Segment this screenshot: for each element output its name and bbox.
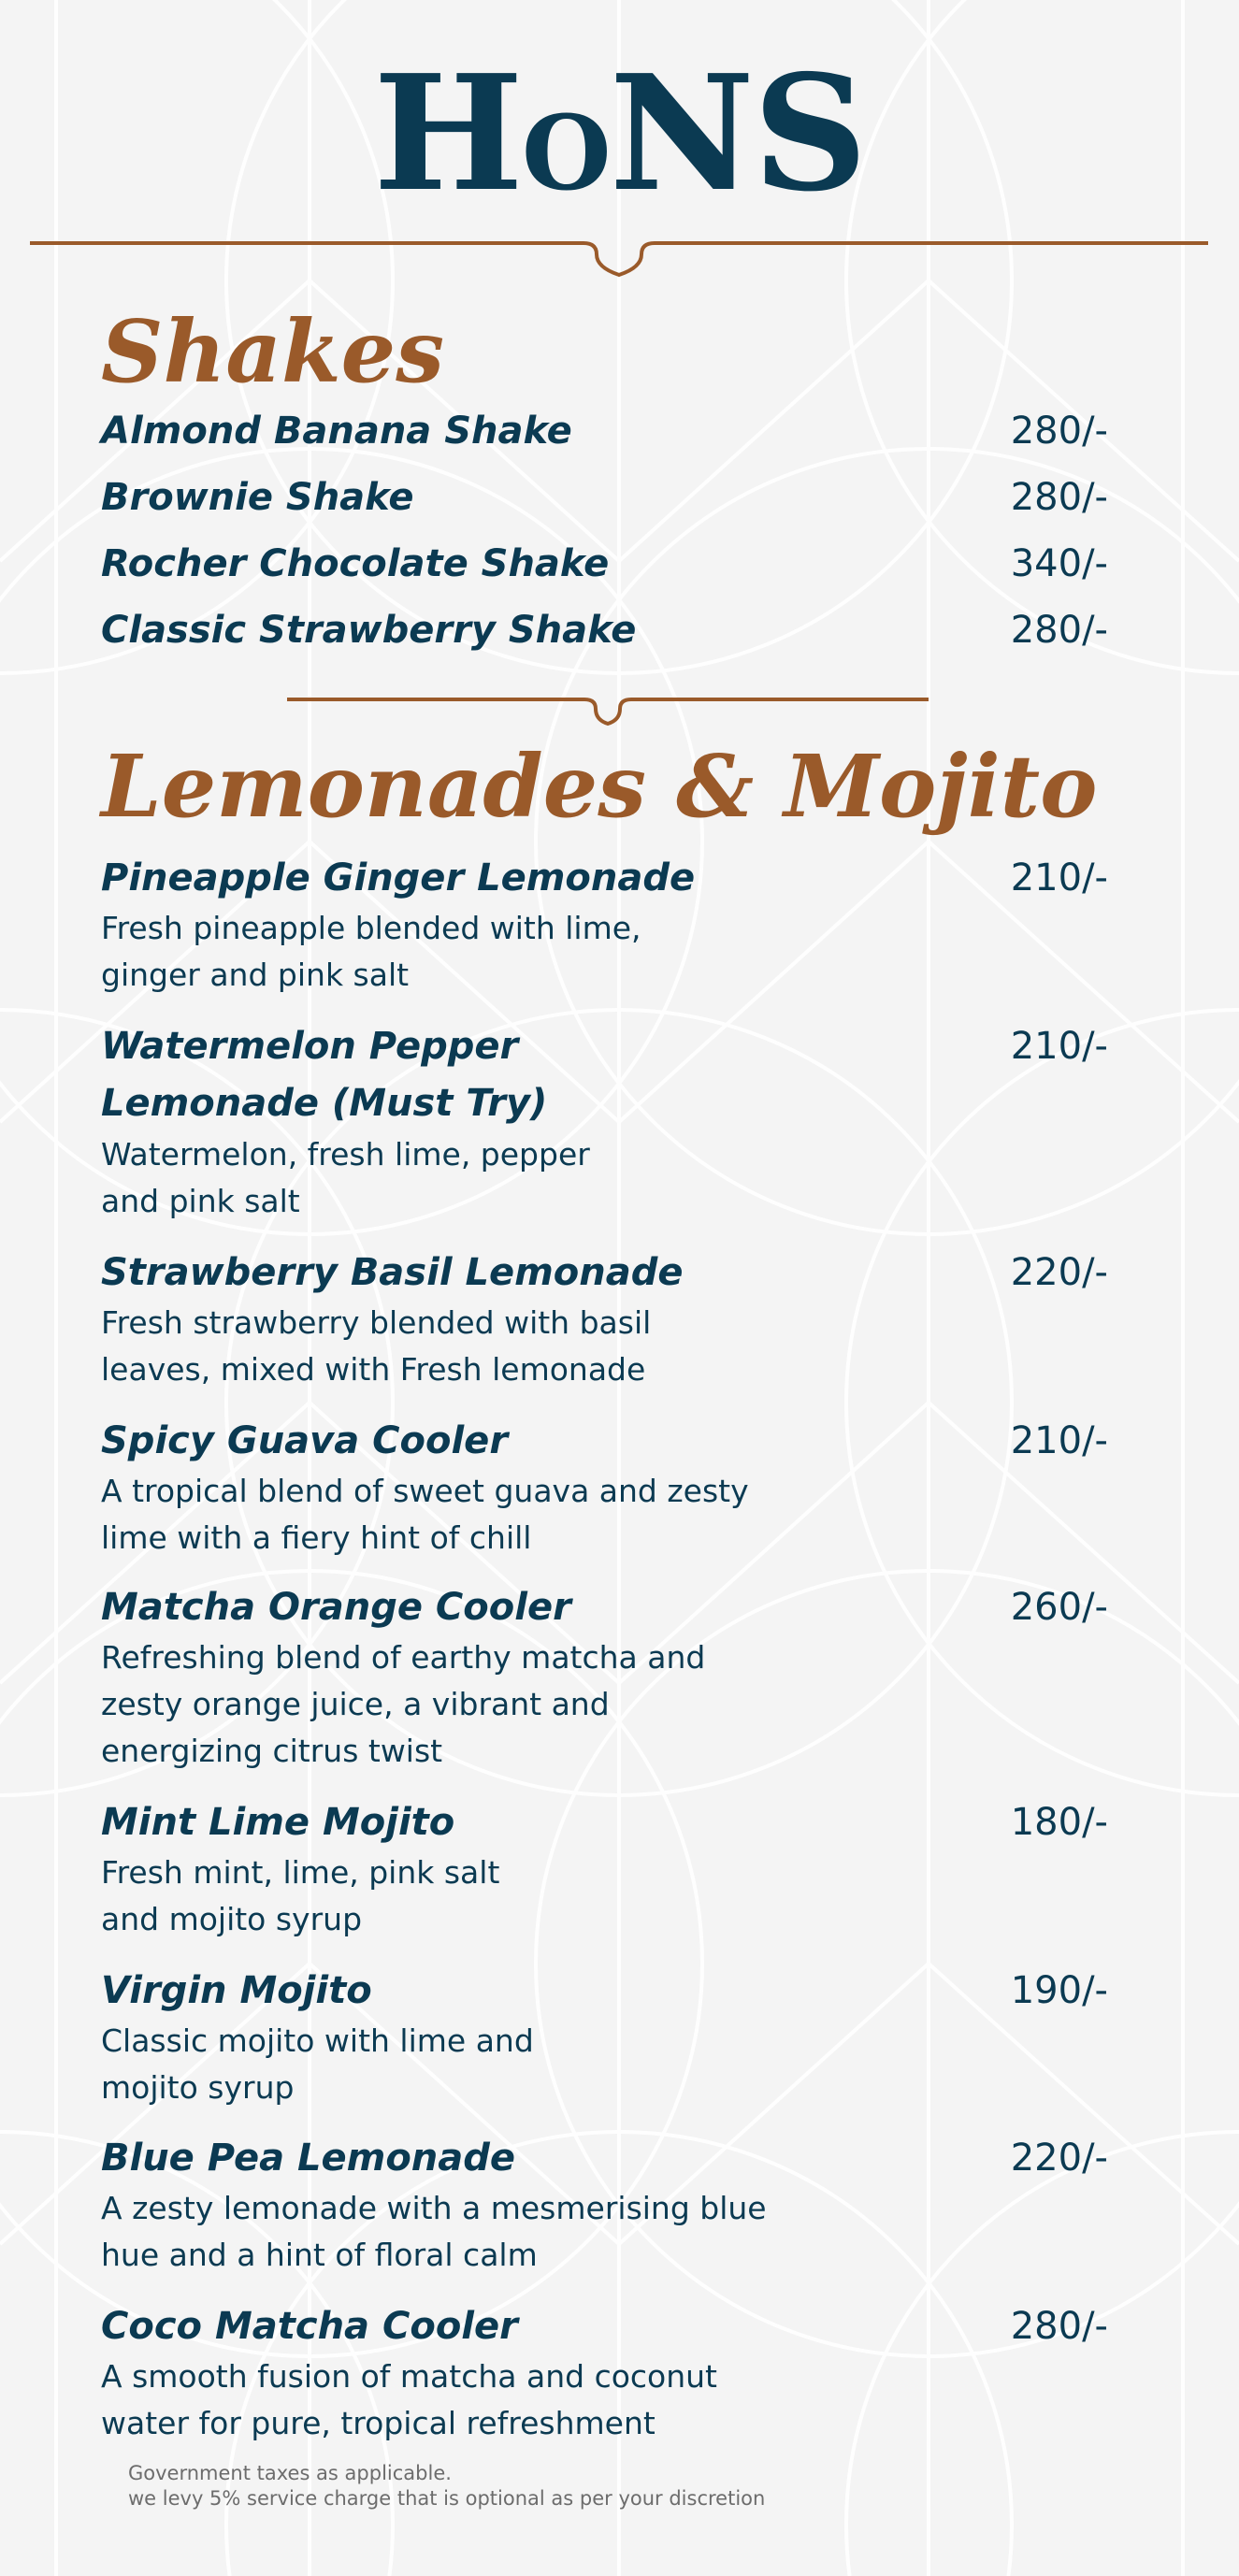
section-title-shakes: Shakes	[101, 301, 445, 402]
item-price: 340/-	[1010, 542, 1108, 585]
item-description: Refreshing blend of earthy matcha and zesty orange juice, a vibrant and energizing citrus twist	[101, 1639, 706, 1769]
logo-letter-h: H	[373, 40, 522, 227]
item-price: 220/-	[1010, 2137, 1108, 2180]
item-description: A zesty lemonade with a mesmerising blue hue and a hint of floral calm	[101, 2190, 767, 2273]
item-name: Coco Matcha Cooler	[101, 2305, 518, 2348]
logo-letters-ns: NS	[609, 40, 866, 227]
item-price: 280/-	[1010, 609, 1108, 652]
item-description: Watermelon, fresh lime, pepper and pink salt	[101, 1136, 590, 1219]
item-price: 180/-	[1010, 1801, 1108, 1844]
item-name: Classic Strawberry Shake	[101, 609, 637, 652]
logo-letter-o: O	[521, 93, 610, 213]
item-description: A smooth fusion of matcha and coconut water for pure, tropical refreshment	[101, 2358, 718, 2441]
footnote-line-2: we levy 5% service charge that is optional as per your discretion	[128, 2487, 766, 2510]
item-description: Fresh mint, lime, pink salt and mojito syrup	[101, 1854, 500, 1937]
item-name: Mint Lime Mojito	[101, 1801, 455, 1844]
item-description: Fresh strawberry blended with basil leaves, mixed with Fresh lemonade	[101, 1304, 652, 1388]
section-title-lemonades-mojito: Lemonades & Mojito	[101, 736, 1098, 837]
section-divider	[287, 692, 929, 729]
item-name: Virgin Mojito	[101, 1969, 372, 2012]
item-price: 260/-	[1010, 1586, 1108, 1629]
item-name: Pineapple Ginger Lemonade	[101, 856, 696, 899]
item-price: 280/-	[1010, 410, 1108, 453]
tax-footnote	[128, 2461, 765, 2511]
item-name: Almond Banana Shake	[101, 410, 572, 453]
item-price: 210/-	[1010, 1419, 1108, 1462]
item-description: Fresh pineapple blended with lime, ginger and pink salt	[101, 910, 641, 993]
item-price: 190/-	[1010, 1969, 1108, 2012]
item-name: Strawberry Basil Lemonade	[101, 1251, 684, 1294]
item-name-line-2: Lemonade (Must Try)	[101, 1082, 548, 1125]
footnote-line-1: Government taxes as applicable.	[128, 2462, 452, 2484]
item-name: Matcha Orange Cooler	[101, 1586, 571, 1629]
brand-logo	[0, 40, 1239, 227]
item-name: Rocher Chocolate Shake	[101, 542, 610, 585]
item-price: 220/-	[1010, 1251, 1108, 1294]
item-name-line-1: Watermelon Pepper	[101, 1025, 519, 1068]
item-price: 280/-	[1010, 2305, 1108, 2348]
item-name: Brownie Shake	[101, 476, 414, 519]
item-price: 280/-	[1010, 476, 1108, 519]
item-name: Blue Pea Lemonade	[101, 2137, 516, 2180]
item-price: 210/-	[1010, 1025, 1108, 1068]
item-description: A tropical blend of sweet guava and zesty lime with a fiery hint of chill	[101, 1473, 749, 1556]
item-description: Classic mojito with lime and mojito syrup	[101, 2022, 534, 2106]
item-name: Spicy Guava Cooler	[101, 1419, 509, 1462]
item-price: 210/-	[1010, 856, 1108, 899]
top-divider	[30, 234, 1208, 281]
